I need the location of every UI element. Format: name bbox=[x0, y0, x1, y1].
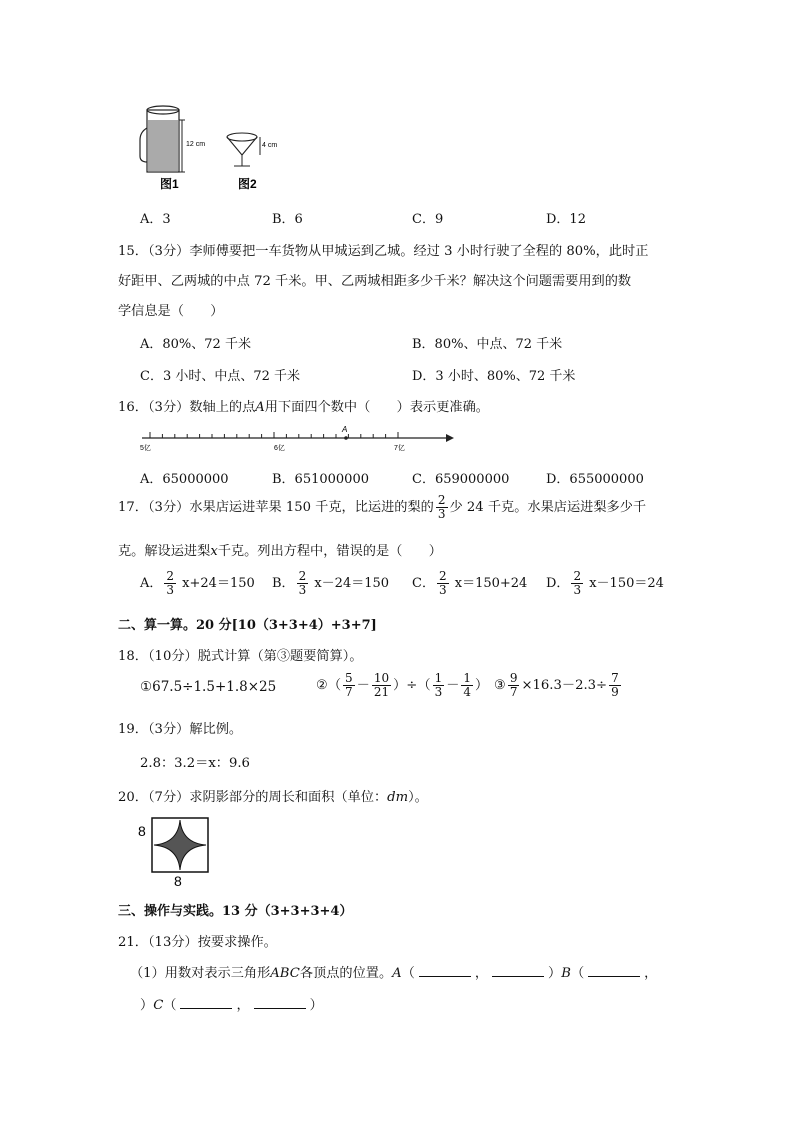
q15-option-a[interactable]: A．80%、72 千米 bbox=[140, 337, 251, 352]
fig1-height: 12 cm bbox=[186, 141, 206, 148]
q17-option-d[interactable]: D． $\frac{2}{3}$ x－150＝24 bbox=[546, 569, 664, 597]
q21-part-1-line-2: ）C（ ， ） bbox=[140, 998, 323, 1013]
number-line bbox=[138, 424, 458, 458]
q16-option-b[interactable]: B．651000000 bbox=[272, 472, 369, 487]
tick-label-6yi: 6亿 bbox=[274, 445, 285, 452]
point-a-label: A bbox=[342, 425, 348, 434]
q15-option-d[interactable]: D．3 小时、80%、72 千米 bbox=[412, 369, 576, 384]
answer-blank-c2[interactable] bbox=[254, 998, 306, 1009]
q17-option-a[interactable]: A． $\frac{2}{3}$ x+24＝150 bbox=[140, 569, 255, 597]
figure-cup-funnel bbox=[138, 100, 298, 199]
shaded-square-figure bbox=[136, 814, 216, 892]
side-label: 8 bbox=[138, 823, 146, 839]
tick-label-5yi: 5亿 bbox=[140, 445, 151, 452]
q15-line-3: 学信息是（ ） bbox=[118, 304, 224, 319]
q17-line-1: 17．（3分）水果店运进苹果 150 千克，比运进的梨的 $\frac{2}{3}$ 少 24 千克。水果店运进梨多少千 bbox=[118, 493, 647, 521]
q14-option-d[interactable]: D．12 bbox=[546, 212, 586, 227]
fig2-height: 4 cm bbox=[262, 142, 278, 149]
answer-blank-a1[interactable] bbox=[419, 966, 471, 977]
q14-option-c[interactable]: C．9 bbox=[412, 212, 444, 227]
section-3-heading: 三、操作与实践。13 分（3+3+3+4） bbox=[118, 904, 353, 919]
q21-title: 21．（13分）按要求操作。 bbox=[118, 935, 277, 950]
q21-part-1-line-1: （1）用数对表示三角形ABC各顶点的位置。A（ ， ）B（ ， bbox=[130, 966, 658, 981]
answer-blank-c1[interactable] bbox=[180, 998, 232, 1009]
tick-label-7yi: 7亿 bbox=[394, 445, 405, 452]
q19-title: 19．（3分）解比例。 bbox=[118, 722, 243, 737]
q17-option-c[interactable]: C． $\frac{2}{3}$ x＝150+24 bbox=[412, 569, 528, 597]
q15-line-1: 15．（3分）李师傅要把一车货物从甲城运到乙城。经过 3 小时行驶了全程的 80%，此时正 bbox=[118, 244, 649, 259]
q16-option-a[interactable]: A．65000000 bbox=[140, 472, 229, 487]
q14-option-b[interactable]: B．6 bbox=[272, 212, 303, 227]
section-2-heading: 二、算一算。20 分[10（3+3+4）+3+7] bbox=[118, 618, 377, 633]
q18-title: 18．（10分）脱式计算（第③题要简算）。 bbox=[118, 649, 363, 664]
q20-title: 20．（7分）求阴影部分的周长和面积（单位：dm）。 bbox=[118, 790, 428, 805]
q16-stem: 16．（3分）数轴上的点A用下面四个数中（ ）表示更准确。 bbox=[118, 400, 489, 415]
q17-option-b[interactable]: B． $\frac{2}{3}$ x－24＝150 bbox=[272, 569, 390, 597]
q17-line-2: 克。解设运进梨x千克。列出方程中，错误的是（ ） bbox=[118, 544, 442, 559]
fraction-two-thirds: $\frac{2}{3}$ bbox=[437, 493, 446, 521]
answer-blank-b1[interactable] bbox=[588, 966, 640, 977]
q19-equation: 2.8：3.2＝x：9.6 bbox=[140, 756, 250, 771]
q14-option-a[interactable]: A．3 bbox=[140, 212, 171, 227]
q15-option-b[interactable]: B．80%、中点、72 千米 bbox=[412, 337, 563, 352]
q18-expr-2: ②（ $\frac{5}{7}$ － $\frac{10}{21}$ ）÷（ $\frac{1}{3}$ － $\frac{1}{4}$ ） bbox=[316, 671, 489, 699]
q16-option-c[interactable]: C．659000000 bbox=[412, 472, 510, 487]
q16-option-d[interactable]: D．655000000 bbox=[546, 472, 644, 487]
answer-blank-a2[interactable] bbox=[492, 966, 544, 977]
q15-line-2: 好距甲、乙两城的中点 72 千米。甲、乙两城相距多少千米？解决这个问题需要用到的数 bbox=[118, 274, 632, 289]
fig2-label: 图2 bbox=[238, 177, 257, 191]
q18-expr-1: ①67.5÷1.5+1.8×25 bbox=[140, 679, 277, 695]
q18-expr-3: ③ $\frac{9}{7}$ ×16.3－2.3÷ $\frac{7}{9}$ bbox=[494, 671, 619, 699]
bottom-label: 8 bbox=[174, 873, 182, 888]
q15-option-c[interactable]: C．3 小时、中点、72 千米 bbox=[140, 369, 301, 384]
fig1-label: 图1 bbox=[160, 177, 179, 191]
